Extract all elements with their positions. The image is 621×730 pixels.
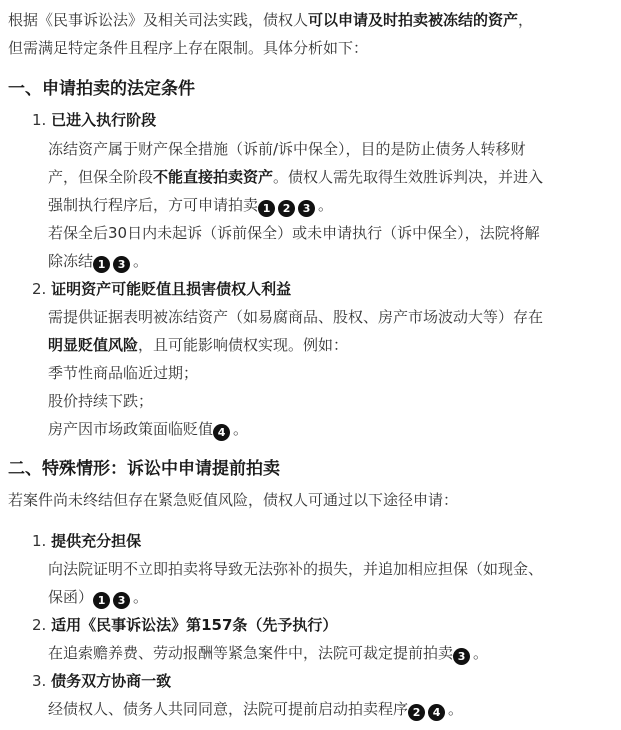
paragraph-line: 股价持续下跌； [48,392,154,410]
intro-line-2: 但需满足特定条件且程序上存在限制。具体分析如下： [8,39,369,57]
citation-badge[interactable]: 3 [298,200,315,217]
paragraph-line: 房产因市场政策面临贬值 4 。 [48,420,249,439]
citation-badge[interactable]: 3 [113,592,130,609]
paragraph-line: 需提供证据表明被冻结资产（如易腐商品、股权、房产市场波动大等）存在 [48,308,544,326]
citation-badge[interactable]: 1 [258,200,275,217]
paragraph-line: 明显贬值风险，且可能影响债权实现。例如： [48,336,349,354]
paragraph-line: 产，但保全阶段不能直接拍卖资产。债权人需先取得生效胜诉判决，并进入 [48,168,544,186]
paragraph-line: 经债权人、债务人共同同意，法院可提前启动拍卖程序 2 4 。 [48,700,464,719]
paragraph-line: 若保全后30日内未起诉（诉前保全）或未申请执行（诉中保全），法院将解 [48,224,540,242]
citation-badge[interactable]: 4 [428,704,445,721]
citation-badge[interactable]: 1 [93,256,110,273]
section-1-heading: 一、申请拍卖的法定条件 [8,79,195,99]
citation-badge[interactable]: 1 [93,592,110,609]
list-item-title: 3. 债务双方协商一致 [32,672,172,690]
paragraph-line: 季节性商品临近过期； [48,364,199,382]
paragraph-line: 在追索赡养费、劳动报酬等紧急案件中，法院可裁定提前拍卖 3 。 [48,644,489,663]
citation-badge[interactable]: 3 [453,648,470,665]
section-2-heading: 二、特殊情形：诉讼中申请提前拍卖 [8,459,280,479]
section-2-intro: 若案件尚未终结但存在紧急贬值风险，债权人可通过以下途径申请： [8,491,459,509]
list-item-title: 1. 已进入执行阶段 [32,111,157,129]
paragraph-line: 除冻结 1 3 。 [48,252,149,271]
list-item-title: 1. 提供充分担保 [32,532,142,550]
intro-paragraph: 根据《民事诉讼法》及相关司法实践，债权人可以申请及时拍卖被冻结的资产， [8,11,534,29]
citation-badge[interactable]: 3 [113,256,130,273]
paragraph-line: 向法院证明不立即拍卖将导致无法弥补的损失，并追加相应担保（如现金、 [48,560,544,578]
list-item-title: 2. 适用《民事诉讼法》第157条（先予执行） [32,616,338,634]
paragraph-line: 冻结资产属于财产保全措施（诉前/诉中保全），目的是防止债务人转移财 [48,140,526,158]
intro-text: 根据《民事诉讼法》及相关司法实践，债权人 [8,11,309,29]
list-item-title: 2. 证明资产可能贬值且损害债权人利益 [32,280,292,298]
citation-badge[interactable]: 2 [278,200,295,217]
intro-bold-text: 可以申请及时拍卖被冻结的资产 [308,11,519,29]
citation-badge[interactable]: 2 [408,704,425,721]
paragraph-line: 保函） 1 3 。 [48,588,149,607]
citation-badge[interactable]: 4 [213,424,230,441]
paragraph-line: 强制执行程序后，方可申请拍卖 1 2 3 。 [48,196,334,215]
